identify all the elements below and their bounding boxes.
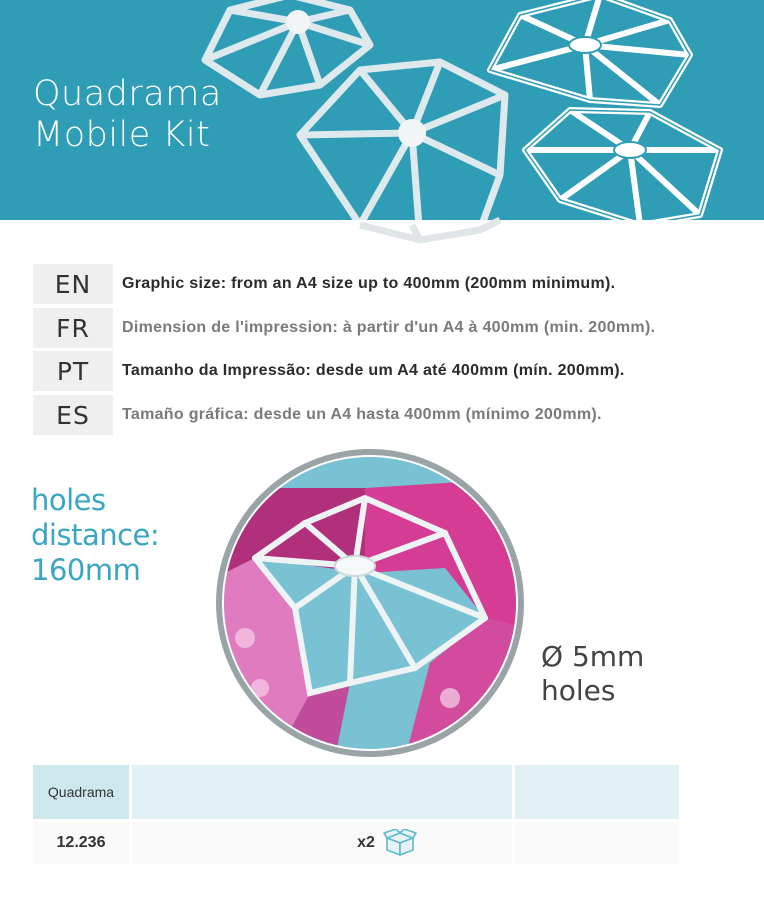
page-title [33, 74, 222, 156]
holes-size-line-2: holes [541, 674, 616, 707]
lang-row-en [33, 264, 693, 304]
quantity-cell [132, 822, 512, 864]
product-code: 12.236 [33, 822, 129, 864]
table-cell [515, 822, 679, 864]
holes-size-line-1: Ø 5mm [541, 640, 645, 673]
holes-distance-line-1: holes [31, 483, 106, 517]
title-line-2: Mobile Kit [33, 115, 211, 155]
table-row [33, 822, 679, 864]
title-line-1: Quadrama [33, 74, 222, 114]
lang-text-es: Tamaño gráfica: desde un A4 hasta 400mm (mínimo 200mm). [122, 406, 602, 423]
lang-code-fr: FR [33, 308, 113, 348]
lang-code-pt: PT [33, 351, 113, 391]
box-icon [383, 829, 417, 857]
table-header-row [33, 765, 679, 819]
lang-text-fr: Dimension de l'impression: à partir d'un A4 à 400mm (min. 200mm). [122, 319, 656, 336]
lang-text-en: Graphic size: from an A4 size up to 400mm (200mm minimum). [122, 275, 616, 292]
lang-code-es: ES [33, 395, 113, 435]
holes-distance-label [31, 483, 159, 588]
lang-code-en: EN [33, 264, 113, 304]
lang-row-pt [33, 351, 693, 391]
table-header-cell [132, 765, 512, 819]
product-photo [215, 448, 525, 758]
lang-text-pt: Tamanho da Impressão: desde um A4 até 400mm (mín. 200mm). [122, 362, 625, 379]
holes-distance-line-2: distance: [31, 518, 160, 552]
table-header-cell [515, 765, 679, 819]
product-table [33, 765, 679, 864]
holes-distance-line-3: 160mm [31, 553, 141, 587]
lang-row-es [33, 395, 693, 435]
table-header-label: Quadrama [33, 765, 129, 819]
quantity-value: x2 [357, 834, 375, 851]
header-banner [0, 0, 764, 220]
holes-size-label [541, 640, 644, 708]
lang-row-fr [33, 308, 693, 348]
